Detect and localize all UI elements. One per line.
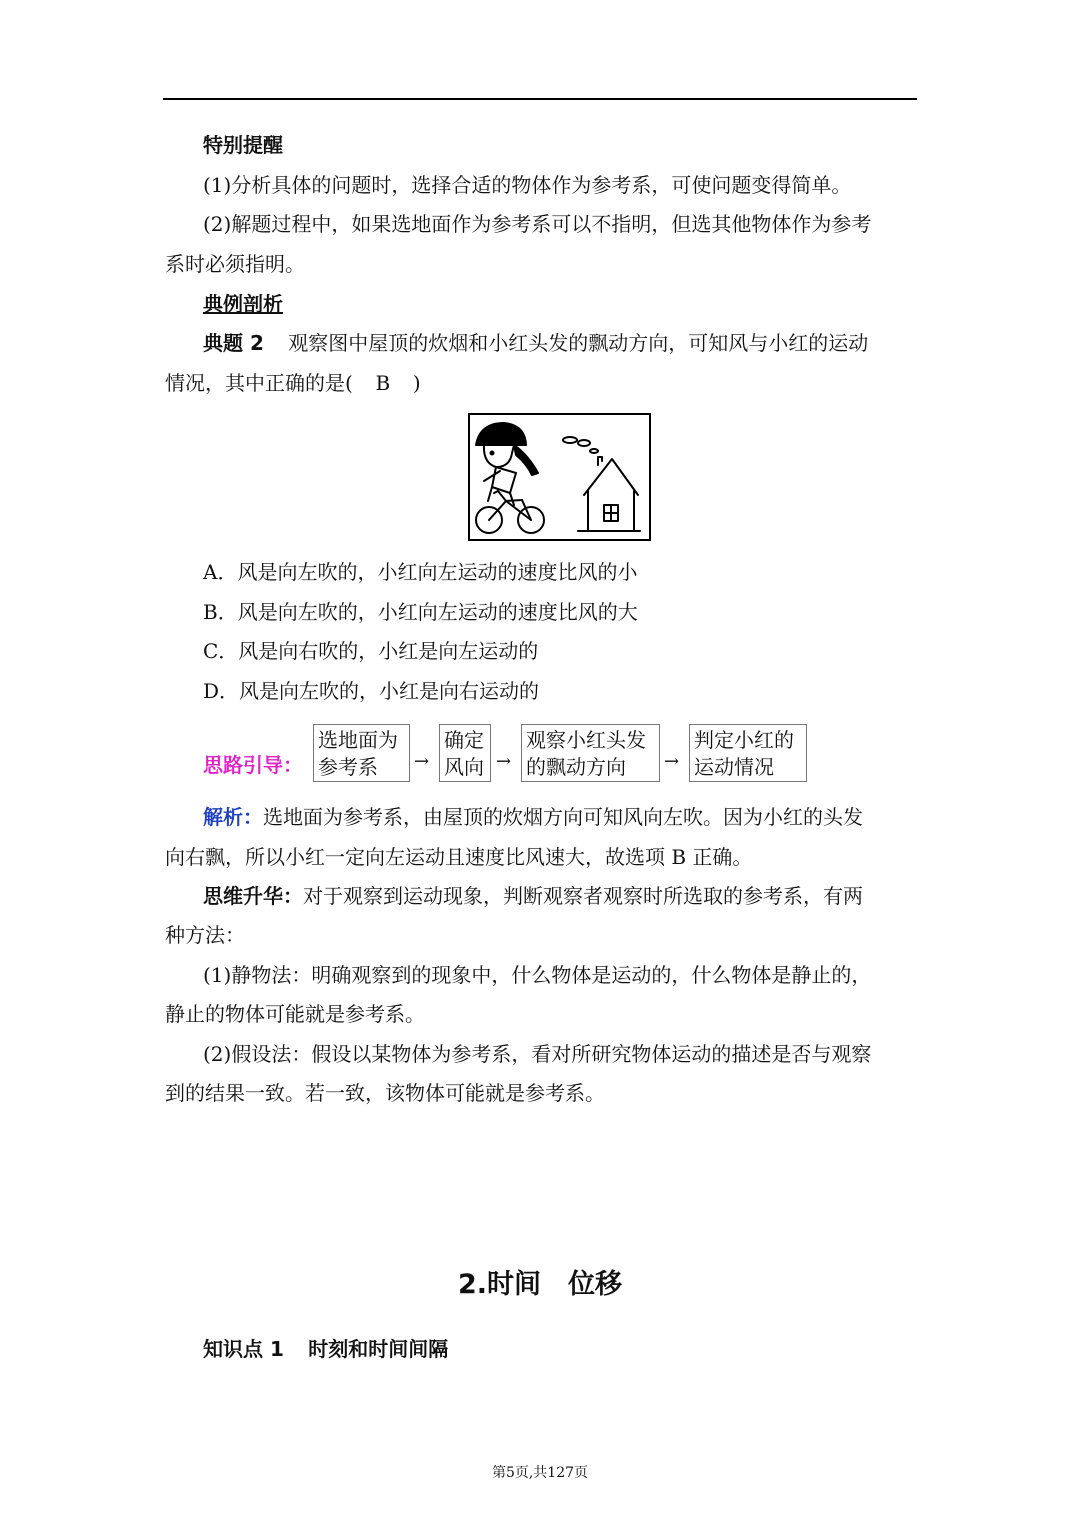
option-a: A．风是向左吹的，小红向左运动的速度比风的小 xyxy=(203,560,638,584)
flow-step-3 xyxy=(521,724,660,782)
question-figure xyxy=(468,413,651,541)
flow-step-3-line-1: 观察小红头发 xyxy=(526,728,646,752)
method-1-line-1: (1)静物法：明确观察到的现象中，什么物体是运动的，什么物体是静止的， xyxy=(203,963,872,987)
analysis-label: 解析： xyxy=(203,805,263,829)
option-c: C．风是向右吹的，小红是向左运动的 xyxy=(203,639,539,663)
flow-arrow-2: → xyxy=(496,751,512,772)
flow-step-3-line-2: 的飘动方向 xyxy=(526,755,626,779)
note-paragraph-2: (2)解题过程中，如果选地面作为参考系可以不指明，但选其他物体作为参考 xyxy=(203,212,872,236)
flow-label: 思路引导： xyxy=(203,753,303,777)
thinking-line-2: 种方法： xyxy=(165,923,245,947)
flow-arrow-3: → xyxy=(664,751,680,772)
thinking-label: 思维升华： xyxy=(203,884,303,908)
knowledge-point-title: 时刻和时间间隔 xyxy=(308,1337,449,1361)
flow-step-1-line-1: 选地面为 xyxy=(318,728,398,752)
note-heading: 特别提醒 xyxy=(203,133,283,157)
thinking-text: 对于观察到运动现象，判断观察者观察时所选取的参考系，有两 xyxy=(303,884,863,908)
thinking-line-1 xyxy=(203,881,917,911)
question-text-cont: 情况，其中正确的是( xyxy=(165,371,353,395)
question-text: 观察图中屋顶的炊烟和小红头发的飘动方向，可知风与小红的运动 xyxy=(288,331,869,355)
section-title: 2.时间 位移 xyxy=(457,1269,623,1300)
analysis-text: 选地面为参考系，由屋顶的炊烟方向可知风向左吹。因为小红的头发 xyxy=(263,805,863,829)
note-paragraph-1: (1)分析具体的问题时，选择合适的物体作为参考系，可使问题变得简单。 xyxy=(203,173,852,197)
flow-step-4-line-1: 判定小红的 xyxy=(694,728,794,752)
question-answer: B xyxy=(375,371,391,395)
flow-step-4-line-2: 运动情况 xyxy=(694,755,774,779)
flow-step-2-line-2: 风向 xyxy=(444,755,484,779)
question-paren-close: ) xyxy=(412,371,421,395)
analysis-line-2: 向右飘，所以小红一定向左运动且速度比风速大，故选项 B 正确。 xyxy=(165,845,753,869)
option-b: B．风是向左吹的，小红向左运动的速度比风的大 xyxy=(203,600,638,624)
example-heading: 典例剖析 xyxy=(203,292,283,316)
question-line-2 xyxy=(165,368,917,398)
analysis-line-1 xyxy=(203,802,917,832)
flow-step-2-line-1: 确定 xyxy=(444,728,484,752)
page-footer: 第5页,共127页 xyxy=(491,1465,589,1481)
flow-step-2 xyxy=(439,724,491,782)
flow-step-1 xyxy=(313,724,410,782)
girl-bike-house-illustration xyxy=(470,415,649,539)
header-rule xyxy=(163,98,917,100)
question-label: 典题 2 xyxy=(203,331,264,355)
knowledge-point-label: 知识点 1 xyxy=(203,1337,284,1361)
knowledge-point-heading xyxy=(203,1334,917,1364)
method-2-line-2: 到的结果一致。若一致，该物体可能就是参考系。 xyxy=(165,1081,605,1105)
method-2-line-1: (2)假设法：假设以某物体为参考系，看对所研究物体运动的描述是否与观察 xyxy=(203,1042,872,1066)
option-d: D．风是向左吹的，小红是向右运动的 xyxy=(203,679,540,703)
flow-arrow-1: → xyxy=(414,751,430,772)
question-line-1 xyxy=(203,328,917,358)
flow-step-1-line-2: 参考系 xyxy=(318,755,378,779)
flow-step-4 xyxy=(689,724,807,782)
method-1-line-2: 静止的物体可能就是参考系。 xyxy=(165,1002,425,1026)
note-paragraph-2-cont: 系时必须指明。 xyxy=(165,252,305,276)
